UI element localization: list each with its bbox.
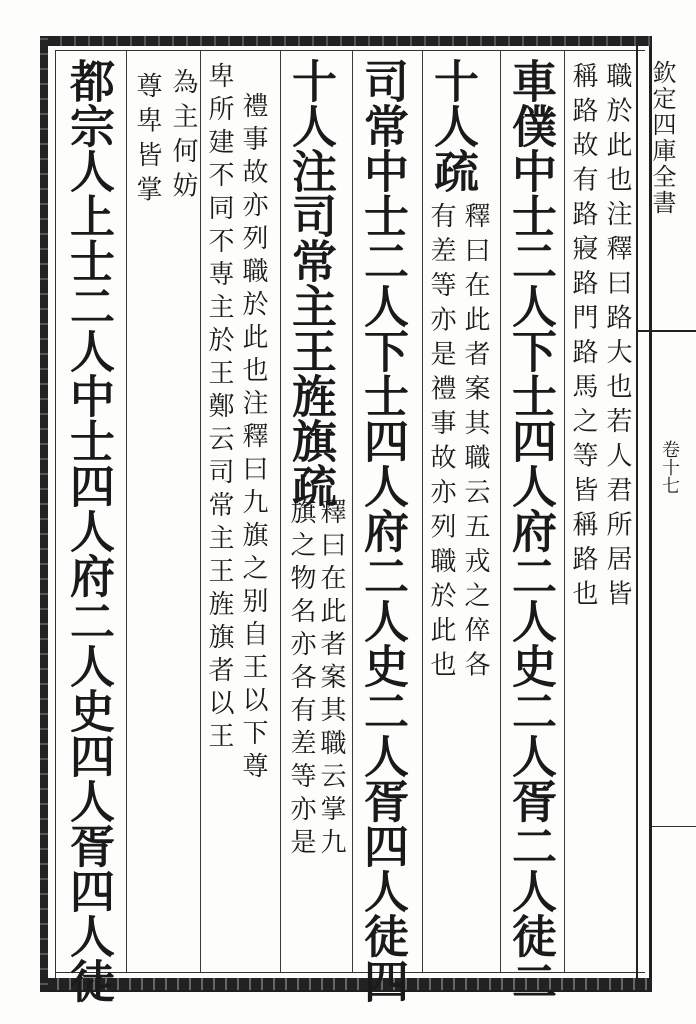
note-column-11: 為主何妨 [168,68,198,206]
column-rule [280,50,281,972]
column-rule [126,50,127,972]
chapter-label: 卷十七 [659,440,680,494]
inner-left-rule [55,50,56,978]
note-column-4b: 有差等亦是禮事故亦列職於此也 [426,202,456,685]
main-column-13: 都宗人上士二人中士四人府二人史四人胥四人徒 [62,58,115,1003]
note-column-7b: 旗之物名亦各有差等亦是 [286,498,316,861]
note-column-7a: 釋曰在此者案其職云掌九 [316,498,346,861]
column-rule [564,50,565,972]
column-rule [200,50,201,972]
note-column-10: 卑所建不同不専主於王鄭云司常主王旌旗者以王 [204,62,234,755]
note-column-12: 尊卑皆掌 [132,72,162,210]
top-border [40,36,652,46]
note-column-9: 禮事故亦列職於此也注釋曰九旗之别自王以下尊 [238,92,268,785]
inner-top-rule [55,50,645,51]
column-rule [500,50,501,972]
fold-mark-lower [652,826,696,827]
main-column-3: 車僕中士二人下士四人府二人史二人胥二人徒二 [504,58,557,1003]
main-column-4: 十人疏 [426,58,479,193]
main-column-6: 司常中士二人下士四人府二人史二人胥四人徒四 [356,58,409,1003]
column-rule [422,50,423,972]
note-column-4a: 釋曰在此者案其職云五戎之倅各 [460,202,490,685]
left-border [40,36,48,992]
column-rule [352,50,353,972]
bottom-border [40,978,652,990]
note-column-1: 職於此也注釋曰路大也若人君所居皆 [602,62,632,614]
book-title: 欽定四庫全書 [648,60,676,216]
main-column-7: 十人注司常主王旌旗疏 [284,58,337,508]
fold-mark [636,330,696,332]
note-column-2: 稱路故有路寢路門路馬之等皆稱路也 [568,62,598,614]
